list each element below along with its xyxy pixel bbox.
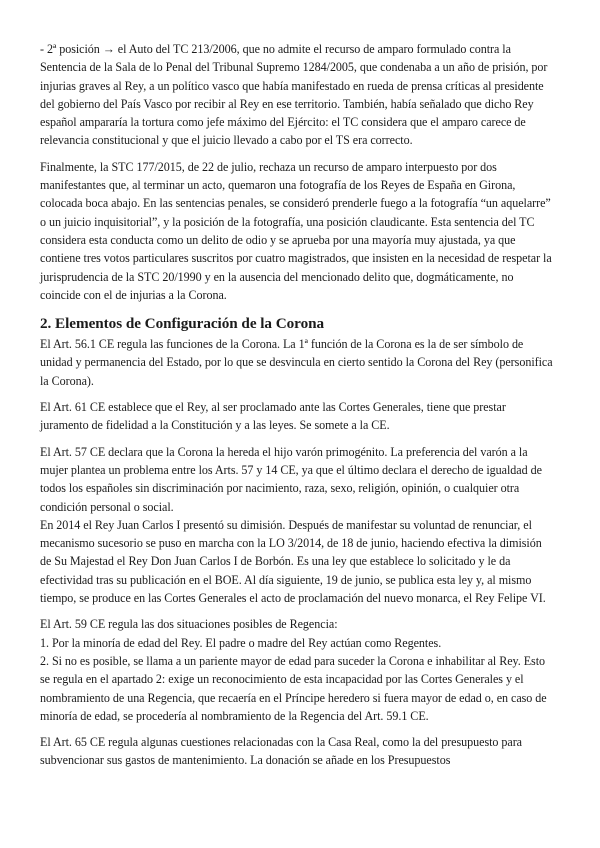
section-heading: 2. Elementos de Configuración de la Corona <box>40 315 325 333</box>
paragraph-art-57: El Art. 57 CE declara que la Corona la hereda el hijo varón primogénito. La preferencia del varón a la mujer plantea un problema entre los Arts. 57 y 14 CE, ya que el último declara el derecho de igualdad de todos los españoles sin discriminación por nacimiento, raza, sexo, religión, opinión, o cualquier otra condición personal o social. <box>40 444 542 514</box>
paragraph-art-56: El Art. 56.1 CE regula las funciones de la Corona. La 1ª función de la Corona es la de ser símbolo de unidad y permanencia del Estado, por lo que se desvincula en cierto sentido la Corona del Rey (personifica la Corona). <box>40 337 553 388</box>
paragraph-art-65: El Art. 65 CE regula algunas cuestiones relacionadas con la Casa Real, como la del presupuesto para subvencionar sus gastos de mantenimiento. La donación se añade en los Presupuestos <box>40 735 523 768</box>
regencia-item-1: 1. Por la minoría de edad del Rey. El padre o madre del Rey actúan como Regentes. <box>40 635 442 650</box>
paragraph-stc-177-2015: Finalmente, la STC 177/2015, de 22 de julio, rechaza un recurso de amparo interpuesto por dos manifestantes que, al terminar un acto, quemaron una fotografía de los Reyes de España en Girona, colocada boca abajo. En las sentencias penales, se consideró prenderle fuego a la fotografía “un aquelarre” o un juicio inquisitorial”, y la posición de la fotografía, una posición claudicante. Esta sentencia del TC considera esta conducta como un delito de odio y se aprueba por una mayoría muy ajustada, ya que contiene tres votos particulares suscritos por cuatro magistrados, que insisten en la necesidad de respetar la jurisprudencia de la STC 20/1990 y en la ausencia del mencionado delito que, dogmáticamente, no coincide con el de injurias a la Corona. <box>40 159 552 302</box>
regencia-intro: El Art. 59 CE regula las dos situaciones posibles de Regencia: <box>40 617 338 632</box>
paragraph-dimision-2014: En 2014 el Rey Juan Carlos I presentó su dimisión. Después de manifestar su voluntad de renunciar, el mecanismo sucesorio se puso en marcha con la LO 3/2014, de 18 de junio, haciendo efectiva la dimisión de Su Majestad el Rey Don Juan Carlos I de Borbón. Es una ley que establece lo solicitado y le da efectividad tras su publicación en el BOE. Al día siguiente, 19 de junio, se publica esta ley y, al mismo tiempo, se produce en las Cortes Generales el acto de proclamación del nuevo monarca, el Rey Felipe VI. <box>40 517 546 606</box>
regencia-block <box>40 615 556 725</box>
paragraph-art-61: El Art. 61 CE establece que el Rey, al ser proclamado ante las Cortes Generales, tiene que prestar juramento de fidelidad a la Constitución y a las leyes. Se somete a la CE. <box>40 400 506 433</box>
regencia-item-2: 2. Si no es posible, se llama a un pariente mayor de edad para suceder la Corona e inhabilitar al Rey. Esto se regula en el apartado 2: exige un reconocimiento de esta incapacidad por las Cortes Generales y el nombramiento de una Regencia, que recaería en el Príncipe heredero si fuera mayor de edad o, en caso de minoría de edad, se procedería al nombramiento de la Regencia del Art. 59.1 CE. <box>40 653 547 723</box>
paragraph-auto-tc-213-2006: - 2ª posición → el Auto del TC 213/2006, que no admite el recurso de amparo formulado contra la Sentencia de la Sala de lo Penal del Tribunal Supremo 1284/2005, que condenaba a un año de prisión, por injurias graves al Rey, a un político vasco que había manifestado en rueda de prensa críticas al presidente del gobierno del País Vasco por recibir al Rey en ese territorio. También, había señalado que dicho Rey español ampararía la tortura como jefe máximo del Ejército: el TC considera que el amparo carece de relevancia constitucional y que el juicio llevado a cabo por el TS era correcto. <box>40 42 548 148</box>
